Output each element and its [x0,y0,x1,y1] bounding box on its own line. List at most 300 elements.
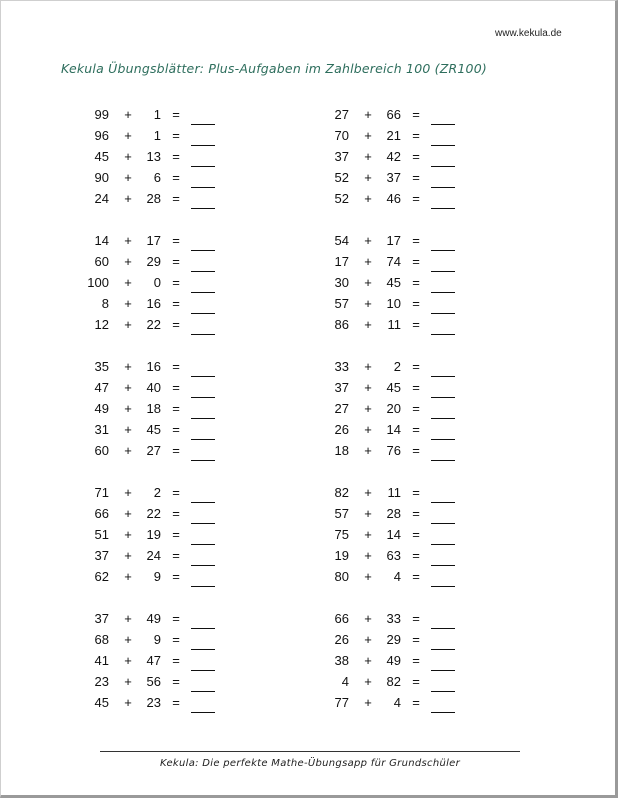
answer-blank [431,130,455,146]
addition-problem [301,293,501,314]
answer-blank [191,487,215,503]
second-addend: 24 [146,548,161,563]
first-addend: 57 [334,506,349,521]
first-addend: 52 [334,191,349,206]
plus-sign: + [124,170,132,185]
equals-sign: = [172,569,180,584]
answer-blank [191,445,215,461]
answer-blank [431,319,455,335]
answer-blank [191,613,215,629]
equals-sign: = [172,149,180,164]
addition-problem [61,398,261,419]
answer-blank [191,277,215,293]
addition-problem [61,566,261,587]
plus-sign: + [364,569,372,584]
first-addend: 37 [94,611,109,626]
second-addend: 1 [153,128,161,143]
addition-problem [301,251,501,272]
first-addend: 27 [334,107,349,122]
first-addend: 38 [334,653,349,668]
first-addend: 52 [334,170,349,185]
addition-problem [301,188,501,209]
plus-sign: + [124,317,132,332]
first-addend: 77 [334,695,349,710]
equals-sign: = [412,485,420,500]
plus-sign: + [364,128,372,143]
second-addend: 2 [393,359,401,374]
answer-blank [191,235,215,251]
equals-sign: = [412,422,420,437]
plus-sign: + [364,527,372,542]
first-addend: 12 [94,317,109,332]
answer-blank [191,676,215,692]
equals-sign: = [172,632,180,647]
footer-text: Kekula: Die perfekte Mathe-Übungsapp für Grundschüler [159,758,461,769]
addition-problem [61,482,261,503]
first-addend: 45 [94,695,109,710]
worksheet-title: Kekula Übungsblätter: Plus-Aufgaben im Zahlbereich 100 (ZR100) [61,61,487,76]
second-addend: 0 [153,275,161,290]
equals-sign: = [412,527,420,542]
addition-problem [61,671,261,692]
second-addend: 49 [146,611,161,626]
answer-blank [191,172,215,188]
addition-problem [61,146,261,167]
first-addend: 71 [94,485,109,500]
answer-blank [191,655,215,671]
plus-sign: + [124,695,132,710]
plus-sign: + [364,149,372,164]
answer-blank [431,529,455,545]
plus-sign: + [364,485,372,500]
second-addend: 66 [386,107,401,122]
answer-blank [431,445,455,461]
second-addend: 46 [386,191,401,206]
addition-problem [301,272,501,293]
addition-problem [61,503,261,524]
addition-problem [301,104,501,125]
equals-sign: = [412,107,420,122]
second-addend: 49 [386,653,401,668]
equals-sign: = [412,443,420,458]
equals-sign: = [172,485,180,500]
second-addend: 82 [386,674,401,689]
addition-problem [61,167,261,188]
plus-sign: + [124,380,132,395]
answer-blank [431,256,455,272]
second-addend: 45 [386,275,401,290]
second-addend: 11 [387,485,401,500]
addition-problem [301,650,501,671]
second-addend: 23 [146,695,161,710]
addition-problem [61,629,261,650]
plus-sign: + [124,359,132,374]
answer-blank [191,403,215,419]
plus-sign: + [124,401,132,416]
plus-sign: + [364,317,372,332]
plus-sign: + [124,674,132,689]
equals-sign: = [412,401,420,416]
second-addend: 4 [393,695,401,710]
plus-sign: + [124,569,132,584]
answer-blank [191,508,215,524]
answer-blank [191,361,215,377]
second-addend: 63 [386,548,401,563]
plus-sign: + [124,548,132,563]
first-addend: 54 [334,233,349,248]
plus-sign: + [364,233,372,248]
first-addend: 33 [334,359,349,374]
equals-sign: = [412,653,420,668]
addition-problem [301,419,501,440]
addition-problem [301,524,501,545]
first-addend: 17 [334,254,349,269]
equals-sign: = [412,170,420,185]
plus-sign: + [124,632,132,647]
answer-blank [191,130,215,146]
first-addend: 47 [94,380,109,395]
first-addend: 41 [94,653,109,668]
plus-sign: + [364,191,372,206]
equals-sign: = [172,611,180,626]
addition-problem [301,545,501,566]
answer-blank [431,298,455,314]
first-addend: 8 [101,296,109,311]
addition-problem [301,608,501,629]
equals-sign: = [172,443,180,458]
second-addend: 20 [386,401,401,416]
equals-sign: = [412,359,420,374]
first-addend: 99 [94,107,109,122]
plus-sign: + [124,653,132,668]
answer-blank [431,151,455,167]
equals-sign: = [172,422,180,437]
plus-sign: + [124,611,132,626]
second-addend: 16 [146,296,161,311]
answer-blank [431,172,455,188]
plus-sign: + [364,107,372,122]
second-addend: 9 [153,569,161,584]
addition-problem [301,398,501,419]
first-addend: 80 [334,569,349,584]
plus-sign: + [124,296,132,311]
second-addend: 13 [146,149,161,164]
answer-blank [431,550,455,566]
plus-sign: + [124,107,132,122]
equals-sign: = [172,317,180,332]
second-addend: 6 [153,170,161,185]
plus-sign: + [364,380,372,395]
plus-sign: + [124,506,132,521]
addition-problem [61,293,261,314]
equals-sign: = [412,317,420,332]
equals-sign: = [172,695,180,710]
equals-sign: = [172,674,180,689]
second-addend: 2 [153,485,161,500]
answer-blank [191,529,215,545]
addition-problem [61,692,261,713]
answer-blank [431,193,455,209]
answer-blank [431,508,455,524]
equals-sign: = [172,107,180,122]
answer-blank [431,634,455,650]
addition-problem [301,629,501,650]
addition-problem [61,230,261,251]
second-addend: 76 [386,443,401,458]
answer-blank [191,571,215,587]
equals-sign: = [172,359,180,374]
answer-blank [431,676,455,692]
second-addend: 1 [153,107,161,122]
addition-problem [301,125,501,146]
plus-sign: + [124,191,132,206]
first-addend: 57 [334,296,349,311]
plus-sign: + [364,422,372,437]
answer-blank [431,424,455,440]
addition-problem [61,251,261,272]
first-addend: 14 [94,233,109,248]
second-addend: 74 [386,254,401,269]
addition-problem [301,482,501,503]
first-addend: 60 [94,254,109,269]
plus-sign: + [124,527,132,542]
plus-sign: + [364,548,372,563]
answer-blank [191,298,215,314]
second-addend: 37 [386,170,401,185]
second-addend: 14 [386,527,401,542]
equals-sign: = [412,506,420,521]
plus-sign: + [364,695,372,710]
first-addend: 31 [94,422,109,437]
equals-sign: = [172,170,180,185]
second-addend: 45 [146,422,161,437]
answer-blank [191,193,215,209]
addition-problem [61,356,261,377]
plus-sign: + [364,254,372,269]
equals-sign: = [412,380,420,395]
equals-sign: = [172,128,180,143]
plus-sign: + [364,632,372,647]
first-addend: 37 [334,380,349,395]
answer-blank [191,382,215,398]
first-addend: 37 [334,149,349,164]
first-addend: 24 [94,191,109,206]
answer-blank [191,697,215,713]
answer-blank [191,550,215,566]
addition-problem [301,671,501,692]
plus-sign: + [364,275,372,290]
first-addend: 62 [94,569,109,584]
first-addend: 100 [87,275,109,290]
answer-blank [431,655,455,671]
answer-blank [191,319,215,335]
plus-sign: + [124,254,132,269]
plus-sign: + [124,128,132,143]
first-addend: 23 [94,674,109,689]
answer-blank [431,109,455,125]
equals-sign: = [412,233,420,248]
equals-sign: = [412,569,420,584]
addition-problem [301,503,501,524]
addition-problem [61,104,261,125]
equals-sign: = [172,191,180,206]
equals-sign: = [412,632,420,647]
equals-sign: = [172,506,180,521]
plus-sign: + [364,443,372,458]
second-addend: 17 [146,233,161,248]
equals-sign: = [412,128,420,143]
first-addend: 86 [334,317,349,332]
second-addend: 56 [146,674,161,689]
answer-blank [431,571,455,587]
plus-sign: + [364,506,372,521]
addition-problem [301,692,501,713]
second-addend: 17 [386,233,401,248]
answer-blank [431,361,455,377]
addition-problem [61,377,261,398]
second-addend: 16 [146,359,161,374]
equals-sign: = [172,275,180,290]
second-addend: 9 [153,632,161,647]
answer-blank [191,634,215,650]
first-addend: 26 [334,422,349,437]
addition-problem [61,125,261,146]
plus-sign: + [364,653,372,668]
plus-sign: + [364,170,372,185]
equals-sign: = [412,149,420,164]
equals-sign: = [412,695,420,710]
second-addend: 42 [386,149,401,164]
addition-problem [301,167,501,188]
first-addend: 4 [341,674,349,689]
plus-sign: + [364,674,372,689]
footer-divider [100,751,520,752]
first-addend: 27 [334,401,349,416]
plus-sign: + [124,149,132,164]
second-addend: 19 [146,527,161,542]
equals-sign: = [172,401,180,416]
first-addend: 96 [94,128,109,143]
addition-problem [61,650,261,671]
plus-sign: + [364,611,372,626]
answer-blank [191,424,215,440]
first-addend: 45 [94,149,109,164]
second-addend: 22 [146,506,161,521]
first-addend: 70 [334,128,349,143]
equals-sign: = [412,275,420,290]
equals-sign: = [172,548,180,563]
plus-sign: + [364,296,372,311]
addition-problem [301,377,501,398]
answer-blank [191,256,215,272]
second-addend: 18 [146,401,161,416]
addition-problem [301,314,501,335]
second-addend: 10 [386,296,401,311]
equals-sign: = [412,254,420,269]
equals-sign: = [412,674,420,689]
addition-problem [61,272,261,293]
first-addend: 75 [334,527,349,542]
equals-sign: = [412,296,420,311]
answer-blank [191,151,215,167]
answer-blank [191,109,215,125]
second-addend: 27 [146,443,161,458]
answer-blank [431,487,455,503]
equals-sign: = [172,296,180,311]
addition-problem [301,440,501,461]
first-addend: 66 [334,611,349,626]
second-addend: 14 [386,422,401,437]
first-addend: 18 [334,443,349,458]
second-addend: 28 [146,191,161,206]
equals-sign: = [172,233,180,248]
equals-sign: = [412,191,420,206]
addition-problem [61,524,261,545]
first-addend: 90 [94,170,109,185]
second-addend: 47 [146,653,161,668]
answer-blank [431,277,455,293]
first-addend: 37 [94,548,109,563]
addition-problem [61,314,261,335]
first-addend: 49 [94,401,109,416]
addition-problem [61,188,261,209]
first-addend: 35 [94,359,109,374]
second-addend: 11 [387,317,401,332]
answer-blank [431,382,455,398]
plus-sign: + [364,359,372,374]
equals-sign: = [172,254,180,269]
second-addend: 40 [146,380,161,395]
first-addend: 60 [94,443,109,458]
equals-sign: = [412,611,420,626]
addition-problem [301,356,501,377]
addition-problem [61,419,261,440]
plus-sign: + [364,401,372,416]
addition-problem [301,566,501,587]
second-addend: 21 [386,128,401,143]
plus-sign: + [124,485,132,500]
second-addend: 45 [386,380,401,395]
first-addend: 19 [334,548,349,563]
second-addend: 33 [386,611,401,626]
answer-blank [431,697,455,713]
answer-blank [431,403,455,419]
second-addend: 28 [386,506,401,521]
equals-sign: = [172,653,180,668]
plus-sign: + [124,422,132,437]
plus-sign: + [124,443,132,458]
plus-sign: + [124,233,132,248]
addition-problem [61,608,261,629]
first-addend: 66 [94,506,109,521]
second-addend: 29 [146,254,161,269]
equals-sign: = [412,548,420,563]
answer-blank [431,235,455,251]
addition-problem [61,440,261,461]
first-addend: 82 [334,485,349,500]
addition-problem [301,230,501,251]
site-url: www.kekula.de [495,28,562,39]
second-addend: 29 [386,632,401,647]
second-addend: 22 [146,317,161,332]
plus-sign: + [124,275,132,290]
equals-sign: = [172,527,180,542]
addition-problem [61,545,261,566]
first-addend: 51 [94,527,109,542]
answer-blank [431,613,455,629]
first-addend: 26 [334,632,349,647]
equals-sign: = [172,380,180,395]
